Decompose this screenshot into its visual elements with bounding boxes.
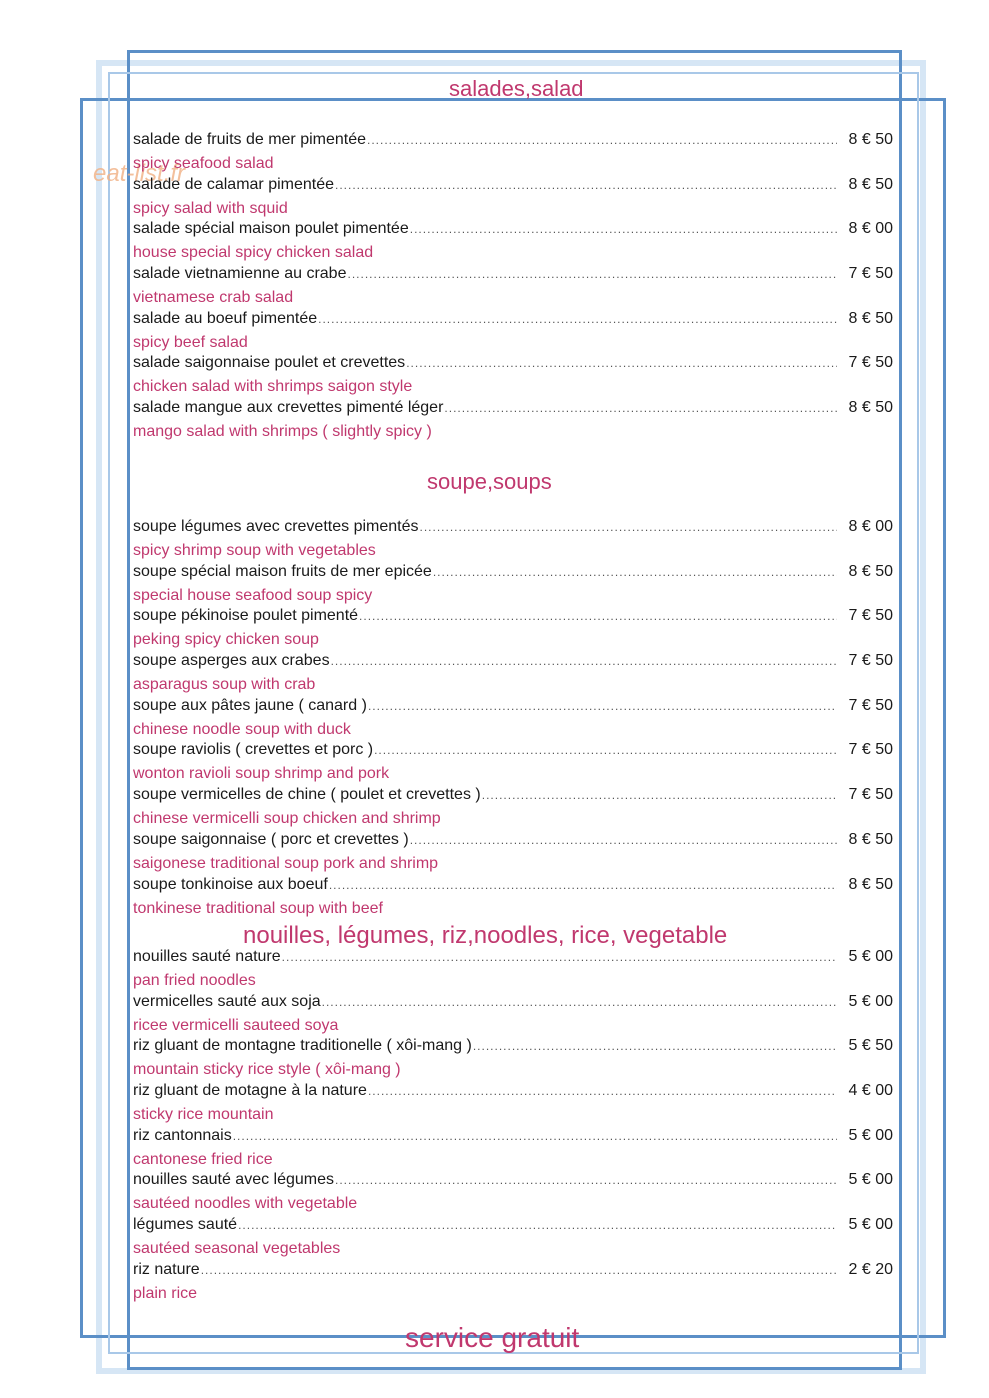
dish-price: 7 € 50 [848, 786, 893, 804]
dot-leader [406, 356, 837, 370]
dish-price: 5 € 00 [848, 1126, 893, 1144]
dish-name-fr: soupe saigonnaise ( porc et crevettes ) [133, 830, 409, 848]
menu-item [133, 176, 893, 221]
dish-name-en: chinese vermicelli soup chicken and shrimp [133, 810, 441, 828]
dish-price: 4 € 00 [848, 1082, 893, 1100]
dish-name-fr: riz nature [133, 1260, 200, 1278]
menu-item-row [133, 876, 893, 898]
menu-item [133, 1037, 893, 1082]
dish-name-fr: soupe aux pâtes jaune ( canard ) [133, 696, 367, 714]
dish-price: 7 € 50 [848, 607, 893, 625]
dish-name-fr: salade au boeuf pimentée [133, 309, 318, 327]
dish-name-en: sticky rice mountain [133, 1106, 274, 1124]
dish-price: 5 € 00 [848, 1171, 893, 1189]
dish-name-fr: salade de calamar pimentée [133, 175, 335, 193]
dot-leader [282, 950, 837, 964]
dot-leader [367, 133, 837, 147]
dot-leader [410, 222, 837, 236]
footer-service-gratuit: service gratuit [405, 1322, 580, 1353]
menu-item-row [133, 518, 893, 540]
menu-item-row [133, 1261, 893, 1283]
dish-name-en: vietnamese crab salad [133, 289, 294, 307]
dish-name-fr: soupe vermicelles de chine ( poulet et crevettes ) [133, 786, 481, 804]
dish-name-en: saigonese traditional soup pork and shrimp [133, 854, 439, 872]
dish-name-en: sautéed seasonal vegetables [133, 1240, 341, 1258]
dish-name-fr: soupe raviolis ( crevettes et porc ) [133, 741, 374, 759]
dish-name-en: mango salad with shrimps ( slightly spicy ) [133, 423, 432, 441]
dish-name-fr: salade saigonnaise poulet et crevettes [133, 354, 406, 372]
menu-item-row [133, 176, 893, 198]
menu-item [133, 399, 893, 444]
menu-item [133, 518, 893, 563]
dish-name-en: cantonese fried rice [133, 1150, 273, 1168]
menu-item [133, 131, 893, 176]
menu-item [133, 697, 893, 742]
menu-item-row [133, 131, 893, 153]
menu-item-row [133, 310, 893, 332]
menu-item [133, 563, 893, 608]
menu-item [133, 220, 893, 265]
dot-leader [368, 699, 837, 713]
dish-name-en: spicy shrimp soup with vegetables [133, 542, 376, 559]
dish-name-en: peking spicy chicken soup [133, 631, 319, 649]
dish-name-en: ricee vermicelli sauteed soya [133, 1016, 339, 1034]
dot-leader [374, 743, 837, 757]
dish-name-fr: soupe spécial maison fruits de mer epicée [133, 562, 432, 580]
dish-name-en: spicy beef salad [133, 333, 248, 351]
dish-name-en: plain rice [133, 1284, 198, 1302]
menu-item-row [133, 265, 893, 287]
dot-leader [347, 267, 837, 281]
menu-item [133, 786, 893, 831]
dish-price: 5 € 00 [848, 992, 893, 1010]
menu-item-row [133, 831, 893, 853]
dish-price: 8 € 50 [848, 175, 893, 193]
menu-item-row [133, 607, 893, 629]
menu-noodles [133, 948, 893, 1306]
dish-price: 8 € 00 [848, 518, 893, 535]
menu-item-row [133, 399, 893, 421]
dish-name-fr: légumes sauté [133, 1216, 238, 1234]
dot-leader [335, 1173, 837, 1187]
dish-name-en: sautéed noodles with vegetable [133, 1195, 358, 1213]
dot-leader [331, 654, 837, 668]
dish-price: 7 € 50 [848, 741, 893, 759]
menu-item [133, 741, 893, 786]
dish-name-fr: soupe tonkinoise aux boeuf [133, 875, 328, 893]
dot-leader [482, 788, 837, 802]
menu-item-row [133, 1082, 893, 1104]
menu-item [133, 1171, 893, 1216]
dot-leader [473, 1039, 837, 1053]
menu-item [133, 607, 893, 652]
dish-price: 7 € 50 [848, 265, 893, 283]
dot-leader [368, 1084, 837, 1098]
menu-item [133, 652, 893, 697]
dish-name-fr: salade spécial maison poulet pimentée [133, 220, 409, 238]
dot-leader [433, 565, 837, 579]
dot-leader [359, 609, 837, 623]
dish-name-en: pan fried noodles [133, 972, 256, 989]
menu-item-row [133, 1037, 893, 1059]
dish-price: 7 € 50 [848, 354, 893, 372]
menu-item-row [133, 563, 893, 585]
menu-item [133, 354, 893, 399]
dish-price: 8 € 00 [848, 220, 893, 238]
dish-name-fr: riz gluant de motagne à la nature [133, 1082, 367, 1100]
dot-leader [410, 833, 837, 847]
dot-leader [419, 520, 837, 534]
menu-item-row [133, 1216, 893, 1238]
dish-name-en: asparagus soup with crab [133, 676, 316, 694]
dot-leader [233, 1129, 837, 1143]
dish-name-fr: soupe asperges aux crabes [133, 652, 330, 670]
section-title-salads: salades,salad [449, 76, 584, 101]
menu-item-row [133, 948, 893, 970]
dish-name-en: chinese noodle soup with duck [133, 720, 351, 738]
menu-soups [133, 518, 893, 920]
menu-item [133, 1127, 893, 1172]
dish-name-fr: salade de fruits de mer pimentée [133, 131, 367, 148]
dish-price: 8 € 50 [848, 830, 893, 848]
menu-item-row [133, 220, 893, 242]
menu-item-row [133, 1171, 893, 1193]
dish-name-en: chicken salad with shrimps saigon style [133, 378, 413, 396]
dish-name-en: spicy seafood salad [133, 155, 274, 172]
dish-price: 8 € 50 [848, 399, 893, 417]
menu-salads [133, 131, 893, 444]
dish-name-en: house special spicy chicken salad [133, 244, 374, 262]
dish-name-en: spicy salad with squid [133, 199, 288, 217]
menu-item-row [133, 741, 893, 763]
dish-name-fr: soupe légumes avec crevettes pimentés [133, 518, 419, 535]
menu-item-row [133, 993, 893, 1015]
dot-leader [335, 178, 837, 192]
dish-price: 8 € 50 [848, 875, 893, 893]
dish-name-fr: salade vietnamienne au crabe [133, 265, 347, 283]
dish-price: 8 € 50 [848, 309, 893, 327]
dish-name-fr: nouilles sauté avec légumes [133, 1171, 335, 1189]
dish-name-fr: vermicelles sauté aux soja [133, 992, 321, 1010]
dish-name-en: wonton ravioli soup shrimp and pork [133, 765, 390, 783]
menu-item-row [133, 786, 893, 808]
dish-name-en: tonkinese traditional soup with beef [133, 899, 383, 917]
dish-price: 7 € 50 [848, 652, 893, 670]
menu-item [133, 1082, 893, 1127]
menu-item-row [133, 354, 893, 376]
watermark: eat-list.fr [93, 160, 186, 187]
menu-item [133, 993, 893, 1038]
section-title-soups: soupe,soups [427, 469, 552, 494]
dish-name-en: special house seafood soup spicy [133, 586, 373, 604]
menu-item [133, 310, 893, 355]
section-title-noodles: nouilles, légumes, riz,noodles, rice, vegetable [243, 922, 728, 949]
menu-item [133, 1216, 893, 1261]
menu-item [133, 1261, 893, 1306]
dish-name-fr: riz gluant de montagne traditionelle ( xôi-mang ) [133, 1037, 472, 1055]
menu-item [133, 265, 893, 310]
dish-name-fr: soupe pékinoise poulet pimenté [133, 607, 359, 625]
menu-item-row [133, 697, 893, 719]
dish-price: 5 € 00 [848, 948, 893, 965]
menu-item [133, 948, 893, 993]
menu-item-row [133, 1127, 893, 1149]
dot-leader [329, 878, 837, 892]
dish-price: 5 € 50 [848, 1037, 893, 1055]
menu-item [133, 831, 893, 876]
dish-name-fr: riz cantonnais [133, 1126, 232, 1144]
dot-leader [318, 312, 837, 326]
menu-item-row [133, 652, 893, 674]
dot-leader [444, 401, 837, 415]
dish-price: 2 € 20 [848, 1260, 893, 1278]
dish-price: 7 € 50 [848, 696, 893, 714]
menu-item [133, 876, 893, 921]
dish-name-en: mountain sticky rice style ( xôi-mang ) [133, 1061, 401, 1079]
dot-leader [238, 1218, 837, 1232]
dish-price: 5 € 00 [848, 1216, 893, 1234]
dot-leader [322, 995, 837, 1009]
dot-leader [201, 1263, 837, 1277]
dish-price: 8 € 50 [848, 562, 893, 580]
dish-name-fr: salade mangue aux crevettes pimenté léger [133, 399, 444, 417]
dish-name-fr: nouilles sauté nature [133, 948, 281, 965]
dish-price: 8 € 50 [848, 131, 893, 148]
